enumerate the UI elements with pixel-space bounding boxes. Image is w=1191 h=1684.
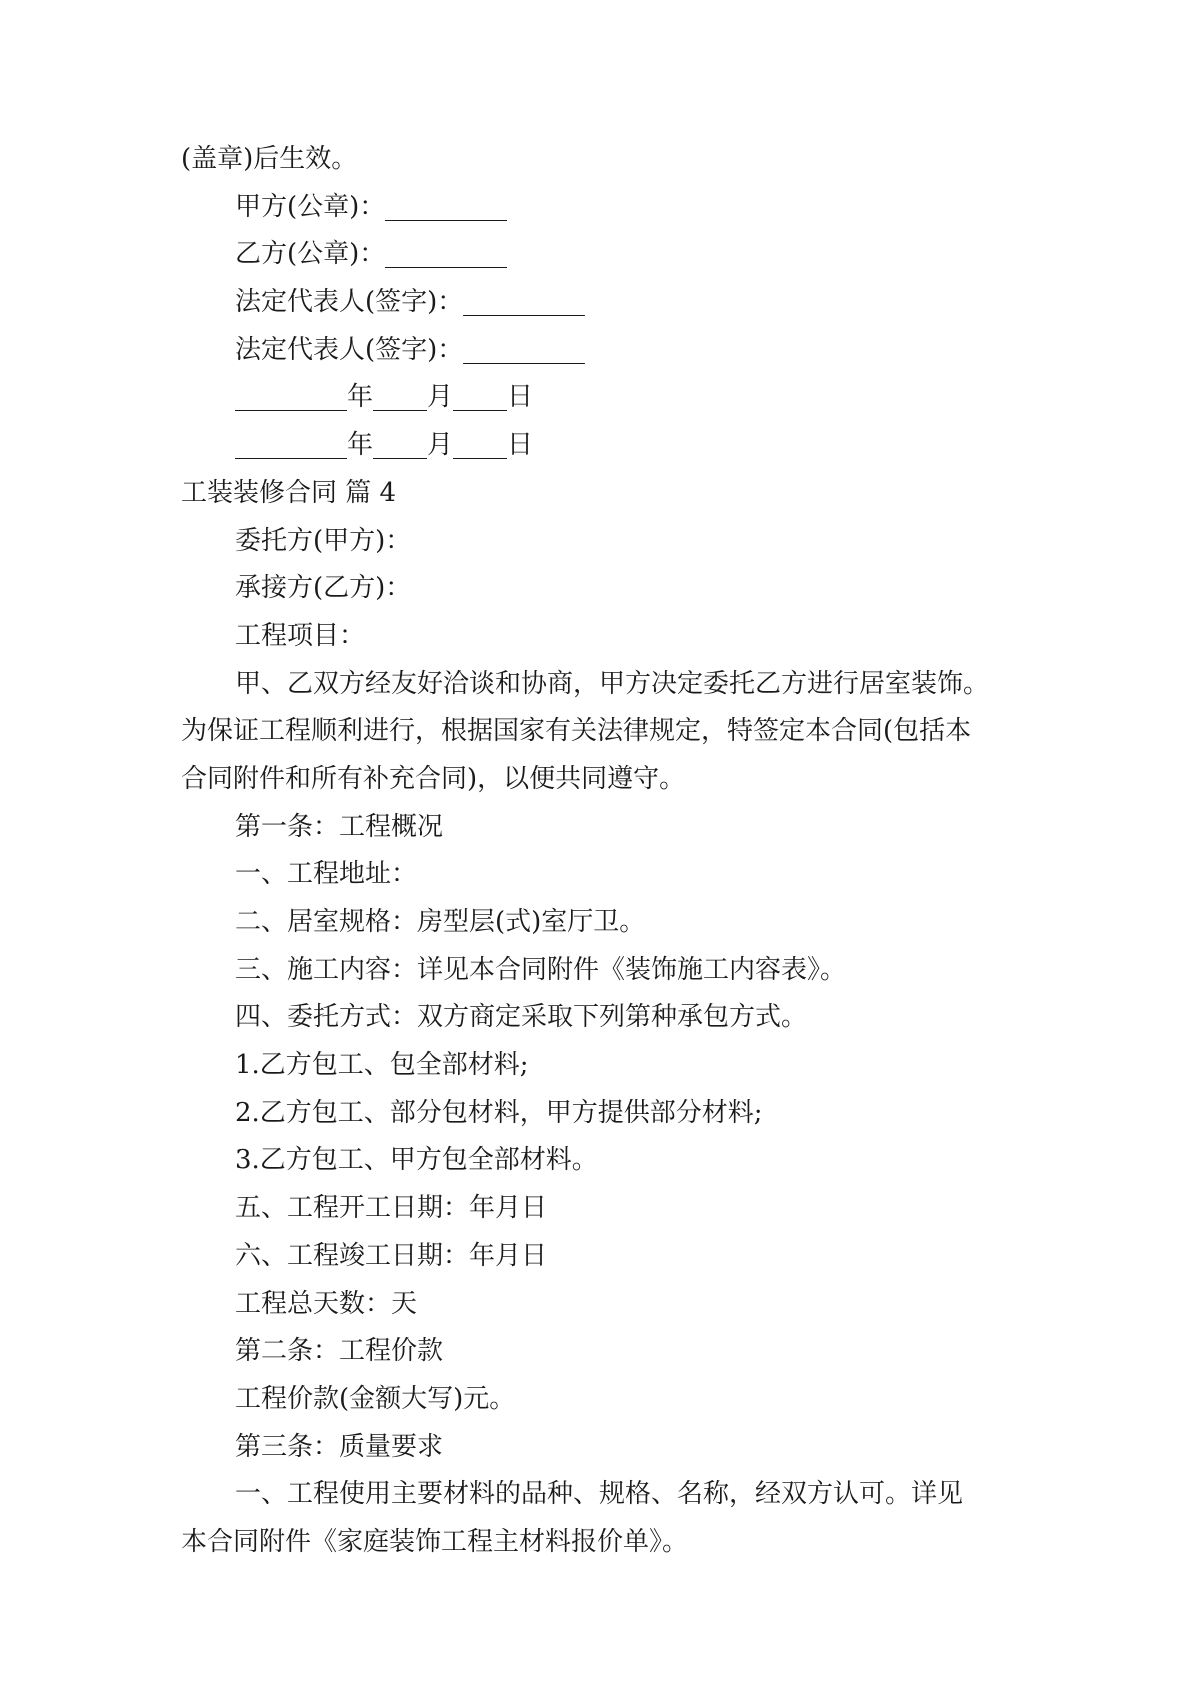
year-label: 年 bbox=[347, 382, 374, 413]
month-label: 月 bbox=[427, 382, 454, 413]
legal-rep-sign-line-2 bbox=[181, 327, 1011, 375]
year-blank bbox=[235, 380, 347, 411]
day-label: 日 bbox=[507, 430, 534, 461]
year-label: 年 bbox=[347, 430, 374, 461]
signature-blank bbox=[385, 190, 507, 221]
signature-blank bbox=[385, 237, 507, 268]
clause-line: 四、委托方式：双方商定采取下列第种承包方式。 bbox=[235, 1002, 808, 1033]
paragraph-line: 为保证工程顺利进行，根据国家有关法律规定，特签定本合同(包括本 bbox=[181, 716, 972, 747]
clause-line: 五、工程开工日期：年月日 bbox=[235, 1193, 548, 1224]
article-2-heading: 第二条：工程价款 bbox=[235, 1336, 444, 1367]
month-label: 月 bbox=[427, 430, 454, 461]
client-line: 委托方(甲方)： bbox=[235, 525, 412, 556]
section-heading: 工装装修合同 篇 4 bbox=[181, 477, 397, 508]
project-line: 工程项目： bbox=[235, 620, 366, 651]
year-blank bbox=[235, 428, 347, 459]
day-label: 日 bbox=[507, 382, 534, 413]
legal-rep-sign-label: 法定代表人(签字)： bbox=[235, 287, 464, 318]
day-blank bbox=[453, 380, 507, 411]
clause-line: 三、施工内容：详见本合同附件《装饰施工内容表》。 bbox=[235, 954, 847, 985]
day-blank bbox=[453, 428, 507, 459]
paragraph-line: 甲、乙双方经友好洽谈和协商，甲方决定委托乙方进行居室装饰。 bbox=[235, 668, 990, 699]
document-page bbox=[181, 136, 1011, 1567]
clause-line: 工程价款(金额大写)元。 bbox=[235, 1383, 516, 1414]
paragraph-line: 一、工程使用主要材料的品种、规格、名称，经双方认可。详见 bbox=[235, 1479, 964, 1510]
signature-blank bbox=[463, 333, 585, 364]
legal-rep-sign-label: 法定代表人(签字)： bbox=[235, 334, 464, 365]
text-line: (盖章)后生效。 bbox=[181, 144, 358, 174]
date-line-2 bbox=[181, 422, 1011, 470]
month-blank bbox=[373, 380, 427, 411]
option-line: 1.乙方包工、包全部材料; bbox=[235, 1050, 529, 1081]
paragraph-line: 本合同附件《家庭装饰工程主材料报价单》。 bbox=[181, 1526, 689, 1557]
party-b-seal-line bbox=[181, 231, 1011, 279]
party-a-seal-label: 甲方(公章)： bbox=[235, 191, 386, 222]
clause-line: 二、居室规格：房型层(式)室厅卫。 bbox=[235, 907, 646, 937]
clause-line: 六、工程竣工日期：年月日 bbox=[235, 1240, 548, 1271]
paragraph-line: 合同附件和所有补充合同)，以便共同遵守。 bbox=[181, 763, 686, 794]
contractor-line: 承接方(乙方)： bbox=[235, 573, 412, 604]
legal-rep-sign-line-1 bbox=[181, 279, 1011, 327]
party-a-seal-line bbox=[181, 184, 1011, 232]
date-line-1 bbox=[181, 374, 1011, 422]
signature-blank bbox=[463, 285, 585, 316]
option-line: 2.乙方包工、部分包材料，甲方提供部分材料; bbox=[235, 1097, 763, 1128]
option-line: 3.乙方包工、甲方包全部材料。 bbox=[235, 1145, 598, 1176]
month-blank bbox=[373, 428, 427, 459]
clause-line: 工程总天数：天 bbox=[235, 1288, 418, 1319]
party-b-seal-label: 乙方(公章)： bbox=[235, 239, 386, 270]
article-3-heading: 第三条：质量要求 bbox=[235, 1431, 444, 1462]
clause-line: 一、工程地址： bbox=[235, 859, 418, 890]
article-1-heading: 第一条：工程概况 bbox=[235, 811, 444, 842]
